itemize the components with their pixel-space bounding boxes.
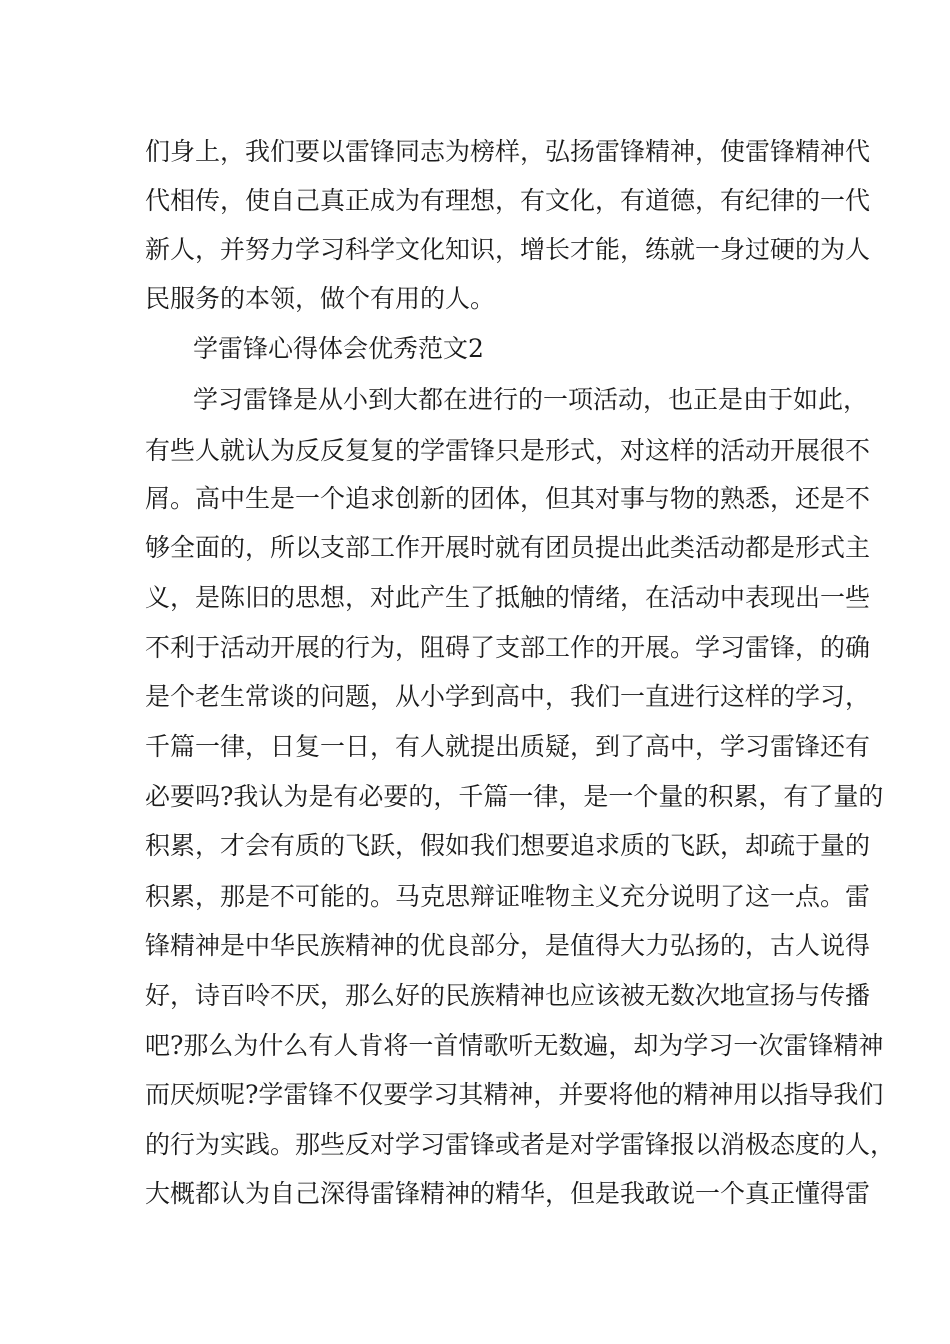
paragraph-line: 积累，才会有质的飞跃，假如我们想要追求质的飞跃，却疏于量的	[145, 831, 871, 860]
paragraph-line: 学习雷锋是从小到大都在进行的一项活动，也正是由于如此，	[193, 385, 869, 414]
paragraph-line: 必要吗?我认为是有必要的，千篇一律，是一个量的积累，有了量的	[145, 782, 884, 811]
paragraph-line: 代相传，使自己真正成为有理想，有文化，有道德，有纪律的一代	[145, 186, 871, 215]
paragraph-line: 新人，并努力学习科学文化知识，增长才能，练就一身过硬的为人	[145, 235, 871, 264]
section-heading: 学雷锋心得体会优秀范文2	[193, 334, 484, 363]
paragraph-line: 好，诗百呤不厌，那么好的民族精神也应该被无数次地宣扬与传播	[145, 981, 871, 1010]
paragraph-line: 积累，那是不可能的。马克思辩证唯物主义充分说明了这一点。雷	[145, 882, 871, 911]
paragraph-line: 是个老生常谈的问题，从小学到高中，我们一直进行这样的学习，	[145, 682, 871, 711]
paragraph-line: 们身上，我们要以雷锋同志为榜样，弘扬雷锋精神，使雷锋精神代	[145, 137, 871, 166]
paragraph-line: 义，是陈旧的思想，对此产生了抵触的情绪，在活动中表现出一些	[145, 583, 871, 612]
paragraph-line: 有些人就认为反反复复的学雷锋只是形式，对这样的活动开展很不	[145, 436, 871, 465]
paragraph-line: 够全面的，所以支部工作开展时就有团员提出此类活动都是形式主	[145, 533, 871, 562]
paragraph-line: 吧?那么为什么有人肯将一首情歌听无数遍，却为学习一次雷锋精神	[145, 1031, 884, 1060]
paragraph-line: 屑。高中生是一个追求创新的团体，但其对事与物的熟悉，还是不	[145, 484, 871, 513]
paragraph-line: 民服务的本领，做个有用的人。	[145, 284, 496, 313]
paragraph-line: 而厌烦呢?学雷锋不仅要学习其精神，并要将他的精神用以指导我们	[145, 1080, 884, 1109]
paragraph-line: 千篇一律，日复一日，有人就提出质疑，到了高中，学习雷锋还有	[145, 732, 871, 761]
paragraph-line: 不利于活动开展的行为，阻碍了支部工作的开展。学习雷锋，的确	[145, 633, 871, 662]
paragraph-line: 锋精神是中华民族精神的优良部分，是值得大力弘扬的，古人说得	[145, 931, 871, 960]
paragraph-line: 的行为实践。那些反对学习雷锋或者是对学雷锋报以消极态度的人，	[145, 1130, 896, 1159]
paragraph-line: 大概都认为自己深得雷锋精神的精华，但是我敢说一个真正懂得雷	[145, 1179, 871, 1208]
